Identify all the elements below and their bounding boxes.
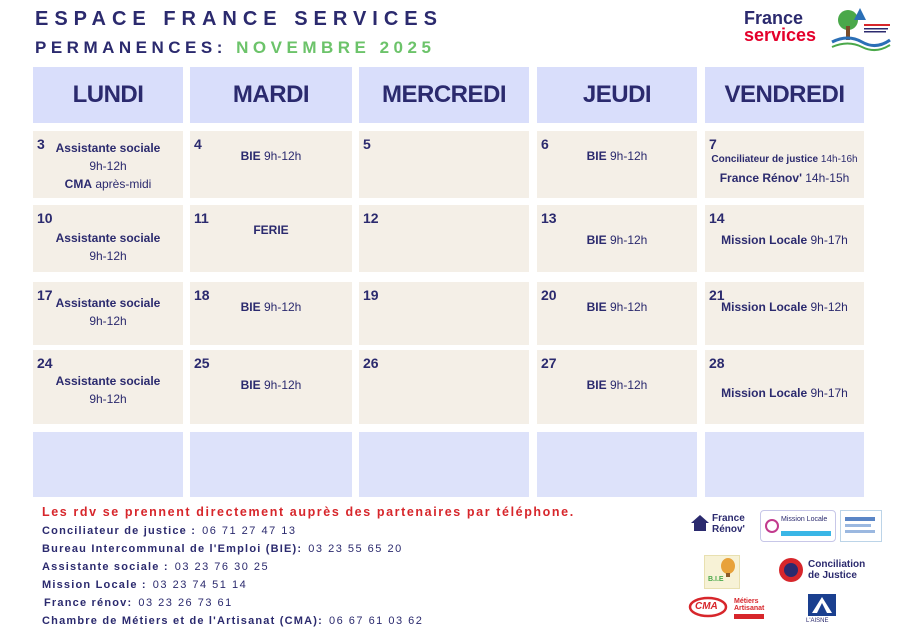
day-number: 10 (37, 210, 53, 226)
cma-label: CMA (695, 601, 718, 612)
appointment-entry (705, 298, 864, 316)
appointment-time: 14h-16h (818, 154, 858, 165)
appointment-partner: FERIE (253, 223, 289, 237)
day-header-mercredi: MERCREDI (359, 67, 529, 123)
logo-line-1: France (744, 8, 804, 28)
appointment-entry (190, 221, 352, 239)
day-number: 21 (709, 287, 725, 303)
appointment-entry (705, 384, 864, 402)
calendar-day-cell (537, 350, 697, 424)
appointment-time: 9h-12h (89, 249, 127, 263)
appointment-entry (190, 376, 352, 394)
contact-label: Bureau Intercommunal de l'Emploi (BIE): (42, 543, 303, 555)
appointment-partner: Assistante sociale (55, 296, 161, 310)
day-header-mardi: MARDI (190, 67, 352, 123)
empty-day-cell (33, 432, 183, 497)
calendar-day-cell (705, 350, 864, 424)
conciliation-justice-logo (778, 555, 868, 585)
day-number: 24 (37, 355, 53, 371)
day-number: 25 (194, 355, 210, 371)
calendar-day-cell (537, 205, 697, 272)
appointment-partner: BIE (586, 149, 607, 163)
appointment-entry (190, 147, 352, 165)
contact-phone: 03 23 74 51 14 (152, 579, 248, 591)
appointment-partner: Mission Locale (721, 386, 808, 400)
day-number: 13 (541, 210, 557, 226)
appointment-time: après-midi (91, 177, 152, 191)
calendar-day-cell (33, 205, 183, 272)
calendar-day-cell (537, 131, 697, 198)
contact-row (42, 579, 247, 591)
appointment-entry (537, 376, 697, 394)
contact-label: Chambre de Métiers et de l'Artisanat (CMA): (42, 615, 323, 627)
communaute-de-communes-logo (828, 6, 892, 52)
contact-phone: 03 23 76 30 25 (174, 561, 270, 573)
bie-logo (704, 555, 740, 589)
appointment-entry (705, 231, 864, 249)
calendar-day-cell (359, 282, 529, 345)
appointment-partner: BIE (586, 378, 607, 392)
appointment-partner: BIE (240, 300, 261, 314)
appointment-time: 9h-12h (606, 378, 648, 392)
appointment-time: 9h-12h (260, 300, 302, 314)
calendar-day-cell (33, 350, 183, 424)
metiers-line-1: Métiers (734, 598, 759, 605)
france-services-logo (744, 10, 816, 44)
day-number: 5 (363, 136, 371, 152)
local-partner-logo (840, 510, 882, 542)
appointment-time: 9h-12h (807, 300, 848, 314)
empty-day-cell (190, 432, 352, 497)
contact-row (44, 597, 233, 609)
appointment-partner: Assistante sociale (55, 141, 161, 155)
appointment-time: 9h-12h (606, 233, 648, 247)
appointment-time: 9h-12h (606, 300, 648, 314)
contact-phone: 03 23 55 65 20 (308, 543, 403, 555)
appointment-time: 9h-12h (89, 314, 127, 328)
appointment-partner: Mission Locale (721, 233, 808, 247)
appointment-entry (537, 231, 697, 249)
day-header-vendredi: VENDREDI (705, 67, 864, 123)
day-number: 6 (541, 136, 549, 152)
day-number: 3 (37, 136, 45, 152)
france-renov-line-2: Rénov' (712, 524, 745, 535)
appointment-entry (33, 390, 183, 408)
appointment-entry (33, 312, 183, 330)
contact-row (42, 543, 403, 555)
appointment-time: 14h-15h (801, 171, 850, 185)
appointment-entry (705, 151, 864, 169)
appointment-entry (33, 175, 183, 193)
appointment-partner: BIE (586, 233, 607, 247)
day-number: 20 (541, 287, 557, 303)
day-number: 26 (363, 355, 379, 371)
france-renov-line-1: France (712, 513, 745, 524)
appointment-entry (33, 294, 183, 312)
booking-note: Les rdv se prennent directement auprès des partenaires par téléphone. (42, 505, 575, 519)
appointment-time: 9h-12h (260, 378, 302, 392)
appointment-entry (33, 139, 183, 157)
appointment-partner: Assistante sociale (55, 231, 161, 245)
justice-icon (778, 557, 804, 583)
contact-row (42, 561, 269, 573)
appointment-partner: Conciliateur de justice (711, 154, 819, 165)
contact-label: Assistante sociale : (42, 561, 169, 573)
appointment-time: 9h-17h (807, 233, 848, 247)
appointment-partner: France Rénov' (719, 171, 802, 185)
calendar-day-cell (537, 282, 697, 345)
calendar-day-cell (359, 131, 529, 198)
mission-locale-icon (764, 518, 780, 534)
day-header-jeudi: JEUDI (537, 67, 697, 123)
day-number: 27 (541, 355, 557, 371)
day-number: 17 (37, 287, 53, 303)
appointment-time: 9h-12h (260, 149, 302, 163)
contact-phone: 06 67 61 03 62 (328, 615, 424, 627)
contact-label: France rénov: (44, 597, 133, 609)
calendar-day-cell (190, 350, 352, 424)
cma-logo (688, 596, 728, 618)
appointment-partner: Assistante sociale (55, 374, 161, 388)
contact-label: Conciliateur de justice : (42, 525, 197, 537)
appointment-entry (33, 229, 183, 247)
appointment-partner: BIE (240, 149, 261, 163)
balloon-icon (719, 558, 737, 578)
calendar-day-cell (190, 131, 352, 198)
aisne-label: L'AISNE (806, 618, 829, 624)
calendar-day-cell (190, 282, 352, 345)
appointment-entry (705, 169, 864, 187)
day-header-lundi: LUNDI (33, 67, 183, 123)
appointment-time: 9h-12h (89, 392, 127, 406)
contact-phone: 06 71 27 47 13 (202, 525, 297, 537)
empty-day-cell (359, 432, 529, 497)
day-number: 7 (709, 136, 717, 152)
calendar-day-cell (359, 205, 529, 272)
subtitle-month: NOVEMBRE 2025 (236, 38, 436, 57)
calendar-day-cell (705, 131, 864, 198)
house-icon (690, 513, 710, 533)
appointment-partner: BIE (586, 300, 607, 314)
day-number: 18 (194, 287, 210, 303)
calendar-day-cell (705, 205, 864, 272)
logo-line-2: services (744, 25, 817, 45)
appointment-entry (33, 157, 183, 175)
empty-day-cell (537, 432, 697, 497)
day-number: 19 (363, 287, 379, 303)
subtitle-prefix: PERMANENCES: (35, 38, 227, 57)
calendar-day-cell (33, 131, 183, 198)
contact-phone: 03 23 26 73 61 (138, 597, 233, 609)
appointment-partner: Mission Locale (721, 300, 808, 314)
appointment-entry (190, 298, 352, 316)
day-number: 12 (363, 210, 379, 226)
appointment-entry (33, 247, 183, 265)
aisne-logo (806, 594, 840, 628)
mission-locale-label: Mission Locale (781, 516, 828, 523)
appointment-entry (537, 298, 697, 316)
appointment-time: 9h-17h (807, 386, 848, 400)
page-title: ESPACE FRANCE SERVICES (35, 8, 443, 30)
contact-row (42, 525, 297, 537)
appointment-partner: CMA (64, 177, 92, 191)
contact-label: Mission Locale : (42, 579, 147, 591)
appointment-time: 9h-12h (89, 159, 127, 173)
empty-day-cell (705, 432, 864, 497)
page-subtitle (35, 38, 435, 58)
metiers-artisanat-logo (734, 598, 766, 620)
metiers-line-2: Artisanat (734, 605, 765, 612)
calendar-day-cell (190, 205, 352, 272)
appointment-time: 9h-12h (606, 149, 648, 163)
calendar-day-cell (33, 282, 183, 345)
day-number: 14 (709, 210, 725, 226)
calendar-day-cell (705, 282, 864, 345)
day-number: 4 (194, 136, 202, 152)
appointment-entry (33, 372, 183, 390)
appointment-entry (537, 147, 697, 165)
aisne-icon (810, 596, 834, 614)
calendar-day-cell (359, 350, 529, 424)
france-renov-logo (690, 510, 758, 540)
bie-label: B.I.E (708, 576, 724, 583)
day-number: 28 (709, 355, 725, 371)
conciliation-line-1: Conciliation (808, 559, 866, 570)
appointment-partner: BIE (240, 378, 261, 392)
day-number: 11 (194, 210, 209, 226)
contact-row (42, 615, 423, 627)
conciliation-line-2: de Justice (808, 570, 857, 581)
mission-locale-logo (760, 510, 836, 542)
